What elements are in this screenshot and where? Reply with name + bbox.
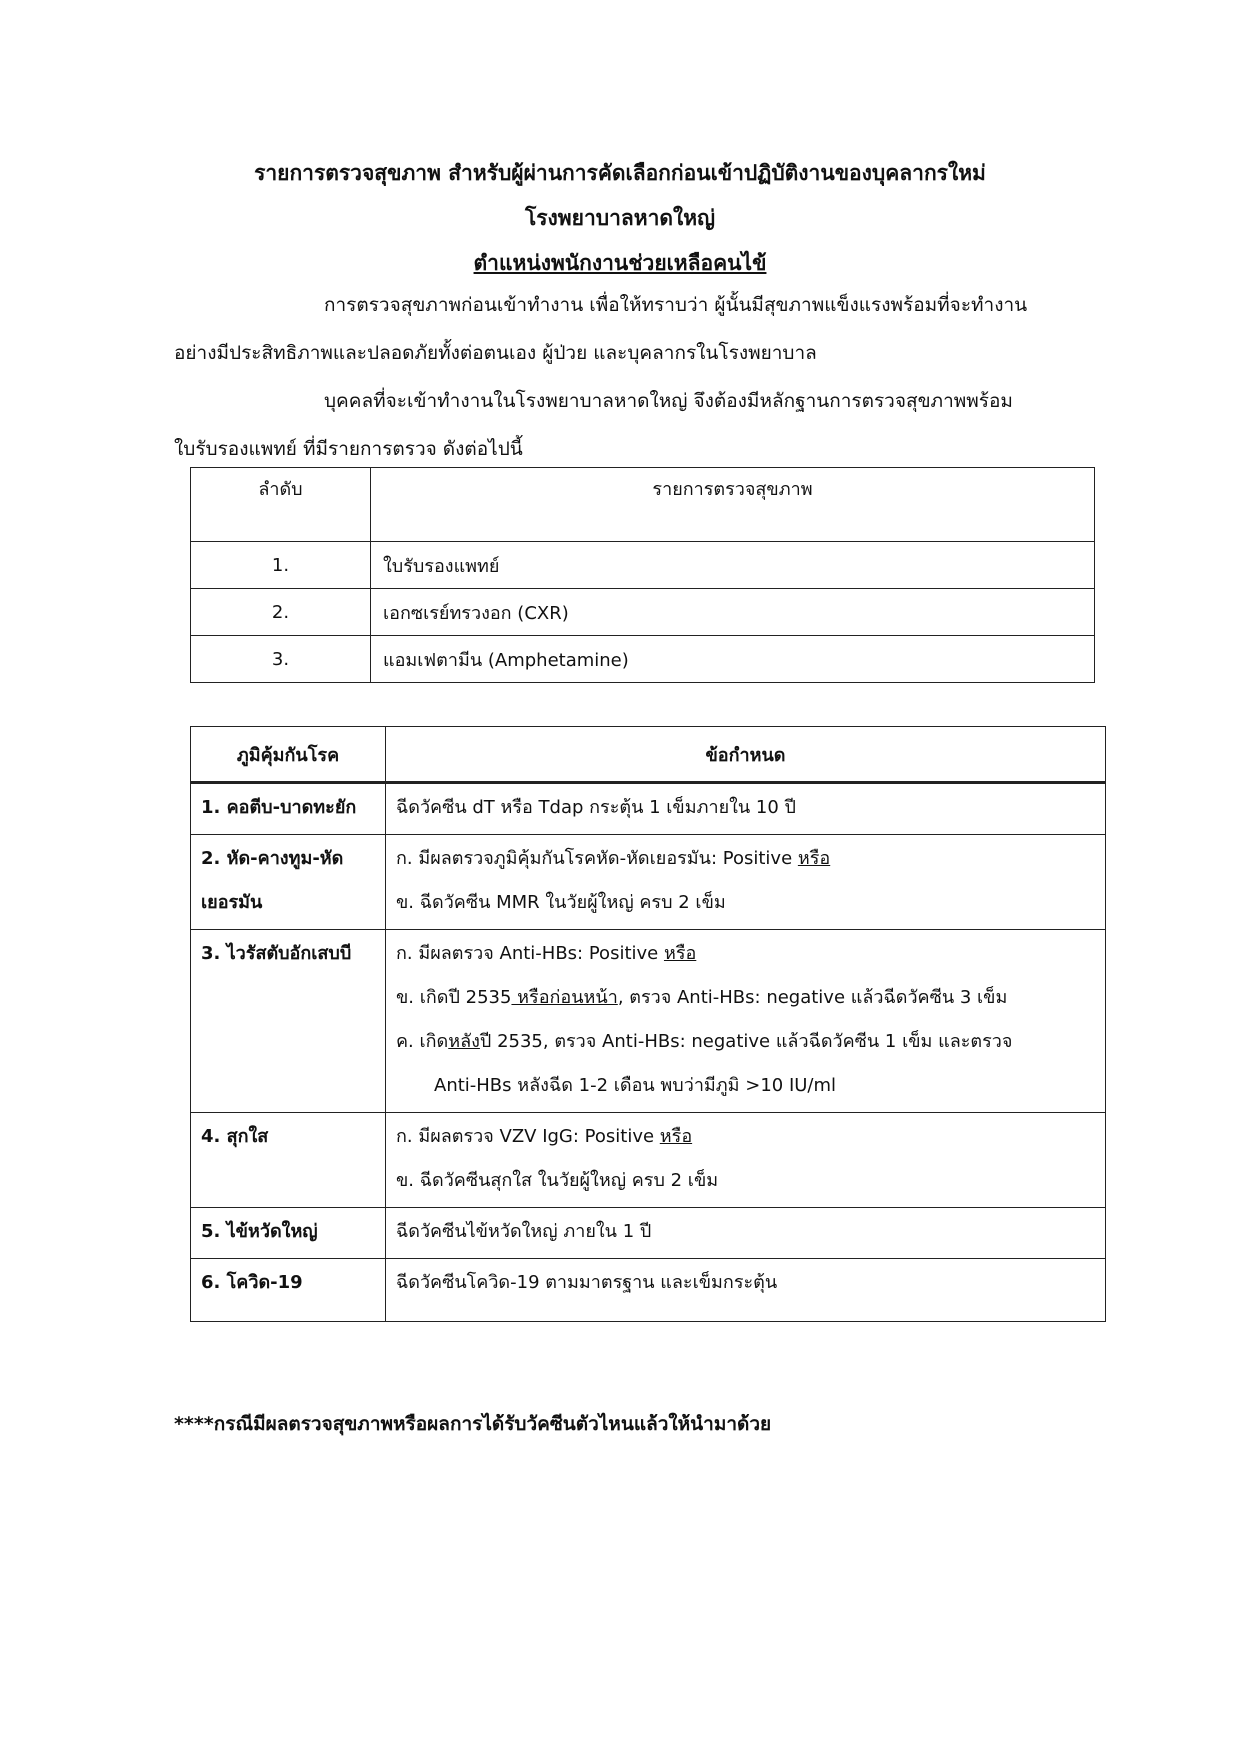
checkup-item: แอมเฟตามีน (Amphetamine) <box>371 636 1095 683</box>
intro-paragraph-1 <box>174 281 1094 377</box>
intro-p2-line1: บุคคลที่จะเข้าทำงานในโรงพยาบาลหาดใหญ่ จึงต้องมีหลักฐานการตรวจสุขภาพพร้อม <box>324 390 1013 412</box>
or-underlined: หรือ <box>659 1126 693 1147</box>
requirement-line: Anti-HBs หลังฉีด 1-2 เดือน พบว่ามีภูมิ >10 IU/ml <box>434 1075 837 1096</box>
requirement-line <box>396 976 1095 1020</box>
requirement-line: ข. ฉีดวัคซีน MMR ในวัยผู้ใหญ่ ครบ 2 เข็ม <box>396 892 726 913</box>
document-title: รายการตรวจสุขภาพ สำหรับผู้ผ่านการคัดเลือกก่อนเข้าปฏิบัติงานของบุคลากรใหม่ <box>254 161 986 185</box>
checkup-col-order: ลำดับ <box>191 468 371 542</box>
table-row <box>191 589 1095 636</box>
requirement-line <box>396 837 1095 881</box>
immunity-table-header <box>191 727 1106 783</box>
requirement: ฉีดวัคซีนโควิด-19 ตามมาตรฐาน และเข็มกระตุ้น <box>386 1259 1106 1322</box>
table-row <box>191 1208 1106 1259</box>
requirement-text: ก. มีผลตรวจภูมิคุ้มกันโรคหัด-หัดเยอรมัน: Positive <box>396 848 798 869</box>
requirement <box>386 930 1106 1113</box>
requirement-text: ค. เกิด <box>396 1031 449 1052</box>
requirement-line <box>396 932 1095 976</box>
requirement <box>386 1113 1106 1208</box>
disease-name: 1. คอตีบ-บาดทะยัก <box>191 783 386 835</box>
position-title: ตำแหน่งพนักงานช่วยเหลือคนไข้ <box>473 251 767 275</box>
requirement-text: ก. มีผลตรวจ Anti-HBs: Positive <box>396 943 664 964</box>
checkup-no: 1. <box>191 542 371 589</box>
disease-name: 4. สุกใส <box>191 1113 386 1208</box>
table-row <box>191 783 1106 835</box>
requirement: ฉีดวัคซีน dT หรือ Tdap กระตุ้น 1 เข็มภายใน 10 ปี <box>386 783 1106 835</box>
requirement: ฉีดวัคซีนไข้หวัดใหญ่ ภายใน 1 ปี <box>386 1208 1106 1259</box>
checkup-table-header <box>191 468 1095 542</box>
underlined-text: หลัง <box>448 1031 480 1052</box>
table-row <box>191 1259 1106 1322</box>
checkup-item: เอกซเรย์ทรวงอก (CXR) <box>371 589 1095 636</box>
intro-p1-line1: การตรวจสุขภาพก่อนเข้าทำงาน เพื่อให้ทราบว่า ผู้นั้นมีสุขภาพแข็งแรงพร้อมที่จะทำงาน <box>324 294 1028 316</box>
requirement-text: ก. มีผลตรวจ VZV IgG: Positive <box>396 1126 660 1147</box>
checkup-no: 2. <box>191 589 371 636</box>
checkup-no: 3. <box>191 636 371 683</box>
requirement-text: ข. เกิดปี 2535 <box>396 987 512 1008</box>
table-row <box>191 930 1106 1113</box>
requirement-line <box>396 1020 1095 1064</box>
footnote: ****กรณีมีผลตรวจสุขภาพหรือผลการได้รับวัคซีนตัวไหนแล้วให้นำมาด้วย <box>174 1413 772 1435</box>
requirement-text: , ตรวจ Anti-HBs: negative แล้วฉีดวัคซีน 3 เข็ม <box>617 987 1008 1008</box>
disease-name: 3. ไวรัสตับอักเสบบี <box>191 930 386 1113</box>
intro-p1-line2: อย่างมีประสิทธิภาพและปลอดภัยทั้งต่อตนเอง ผู้ป่วย และบุคลากรในโรงพยาบาล <box>174 342 817 364</box>
or-underlined: หรือ <box>663 943 697 964</box>
checkup-table <box>190 467 1095 683</box>
table-row <box>191 636 1095 683</box>
immunity-col-requirement: ข้อกำหนด <box>386 727 1106 783</box>
or-underlined: หรือ <box>797 848 831 869</box>
requirement-line: ข. ฉีดวัคซีนสุกใส ในวัยผู้ใหญ่ ครบ 2 เข็ม <box>396 1170 719 1191</box>
intro-p2-line2: ใบรับรองแพทย์ ที่มีรายการตรวจ ดังต่อไปนี้ <box>174 438 523 460</box>
underlined-text: หรือก่อนหน้า <box>511 987 618 1008</box>
table-row <box>191 542 1095 589</box>
table-row <box>191 1113 1106 1208</box>
immunity-table <box>190 726 1106 1322</box>
requirement-text: ปี 2535, ตรวจ Anti-HBs: negative แล้วฉีดวัคซีน 1 เข็ม และตรวจ <box>479 1031 1013 1052</box>
requirement-line <box>396 1115 1095 1159</box>
disease-name: 6. โควิด-19 <box>191 1259 386 1322</box>
checkup-col-item: รายการตรวจสุขภาพ <box>371 468 1095 542</box>
requirement <box>386 835 1106 930</box>
table-row <box>191 835 1106 930</box>
hospital-name: โรงพยาบาลหาดใหญ่ <box>524 206 715 230</box>
disease-name: 2. หัด-คางทูม-หัดเยอรมัน <box>191 835 386 930</box>
intro-paragraph-2 <box>174 377 1094 473</box>
checkup-item: ใบรับรองแพทย์ <box>371 542 1095 589</box>
immunity-col-disease: ภูมิคุ้มกันโรค <box>191 727 386 783</box>
disease-name: 5. ไข้หวัดใหญ่ <box>191 1208 386 1259</box>
